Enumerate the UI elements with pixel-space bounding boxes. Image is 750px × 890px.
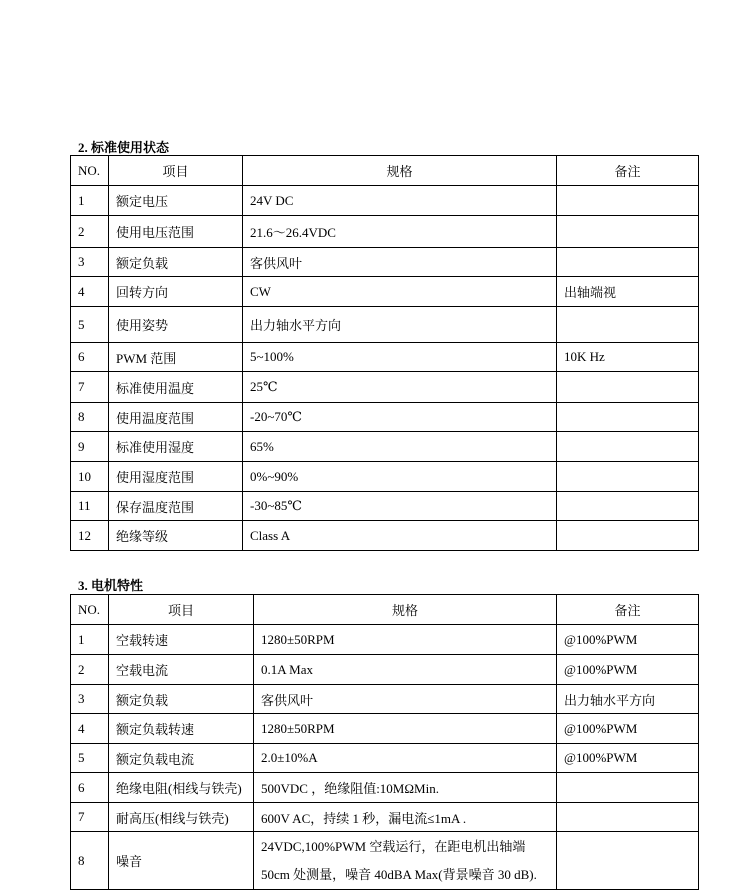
row-no: 8 (71, 832, 109, 890)
row-item: 绝缘等级 (109, 521, 243, 551)
header-spec: 规格 (243, 156, 557, 186)
row-note (557, 186, 699, 216)
motor-characteristics-table (70, 594, 699, 890)
row-no: 2 (71, 655, 109, 685)
row-note (557, 403, 699, 432)
row-item: 绝缘电阻(相线与铁壳) (109, 773, 254, 803)
table-row (71, 432, 699, 462)
row-item: 使用湿度范围 (109, 462, 243, 492)
header-note: 备注 (557, 156, 699, 186)
row-spec: 25℃ (243, 372, 557, 403)
table-row (71, 832, 699, 890)
row-item: 耐高压(相线与铁壳) (109, 803, 254, 832)
row-item: 额定电压 (109, 186, 243, 216)
row-note (557, 492, 699, 521)
row-no: 2 (71, 216, 109, 248)
row-item: 空载转速 (109, 625, 254, 655)
row-note (557, 803, 699, 832)
row-item: 额定负载电流 (109, 744, 254, 773)
table-row (71, 685, 699, 714)
row-spec-line-1: 24VDC,100%PWM 空载运行，在距电机出轴端 (261, 838, 526, 854)
row-note: 10K Hz (557, 343, 699, 372)
row-spec: -30~85℃ (243, 492, 557, 521)
row-no: 4 (71, 714, 109, 744)
row-note: @100%PWM (557, 625, 699, 655)
row-spec: 21.6～26.4VDC (243, 216, 557, 248)
row-item: 使用姿势 (109, 307, 243, 343)
table-header-row (71, 156, 699, 186)
row-no: 12 (71, 521, 109, 551)
row-spec: 出力轴水平方向 (243, 307, 557, 343)
row-item: 噪音 (109, 832, 254, 890)
row-no: 5 (71, 744, 109, 773)
row-note: @100%PWM (557, 714, 699, 744)
row-item: 标准使用湿度 (109, 432, 243, 462)
row-note (557, 832, 699, 890)
row-no: 5 (71, 307, 109, 343)
row-spec: 客供风叶 (243, 248, 557, 277)
row-spec: 600V AC，持续 1 秒，漏电流≤1mA . (254, 803, 557, 832)
table-row (71, 521, 699, 551)
table-row (71, 216, 699, 248)
row-spec: 1280±50RPM (254, 714, 557, 744)
row-spec: -20~70℃ (243, 403, 557, 432)
row-no: 3 (71, 248, 109, 277)
row-item: 标准使用温度 (109, 372, 243, 403)
row-no: 3 (71, 685, 109, 714)
table-row (71, 343, 699, 372)
row-note (557, 462, 699, 492)
table-row (71, 714, 699, 744)
section-2-title: 2. 标准使用状态 (78, 140, 170, 155)
table-header-row (71, 595, 699, 625)
row-note: 出力轴水平方向 (557, 685, 699, 714)
standard-usage-table (70, 155, 699, 551)
row-no: 6 (71, 773, 109, 803)
header-item: 项目 (109, 595, 254, 625)
row-note: 出轴端视 (557, 277, 699, 307)
table-row (71, 655, 699, 685)
row-item: 保存温度范围 (109, 492, 243, 521)
row-spec: 0%~90% (243, 462, 557, 492)
row-spec: 24V DC (243, 186, 557, 216)
row-no: 11 (71, 492, 109, 521)
row-item: 额定负载转速 (109, 714, 254, 744)
section-3-title: 3. 电机特性 (78, 578, 144, 593)
header-item: 项目 (109, 156, 243, 186)
row-no: 7 (71, 372, 109, 403)
row-no: 1 (71, 625, 109, 655)
row-note (557, 216, 699, 248)
row-item: 额定负载 (109, 685, 254, 714)
row-note (557, 521, 699, 551)
row-note (557, 773, 699, 803)
row-no: 1 (71, 186, 109, 216)
row-no: 10 (71, 462, 109, 492)
row-item: 使用电压范围 (109, 216, 243, 248)
header-no: NO. (71, 595, 109, 625)
table-row (71, 773, 699, 803)
row-note (557, 307, 699, 343)
table-row (71, 372, 699, 403)
row-spec: 500VDC ，绝缘阻值:10MΩMin. (254, 773, 557, 803)
row-spec: 5~100% (243, 343, 557, 372)
row-spec: 客供风叶 (254, 685, 557, 714)
table-row (71, 625, 699, 655)
table-row (71, 403, 699, 432)
table-row (71, 744, 699, 773)
row-item: 使用温度范围 (109, 403, 243, 432)
table-row (71, 248, 699, 277)
row-spec: 2.0±10%A (254, 744, 557, 773)
row-spec: Class A (243, 521, 557, 551)
row-item: 空载电流 (109, 655, 254, 685)
row-spec: CW (243, 277, 557, 307)
row-item: 回转方向 (109, 277, 243, 307)
table-row (71, 307, 699, 343)
row-spec: 1280±50RPM (254, 625, 557, 655)
header-no: NO. (71, 156, 109, 186)
row-item: PWM 范围 (109, 343, 243, 372)
row-note (557, 372, 699, 403)
table-row (71, 803, 699, 832)
header-spec: 规格 (254, 595, 557, 625)
row-spec-line-2: 50cm 处测量，噪音 40dBA Max(背景噪音 30 dB). (261, 866, 537, 882)
table-row (71, 492, 699, 521)
header-note: 备注 (557, 595, 699, 625)
row-note (557, 432, 699, 462)
row-spec: 65% (243, 432, 557, 462)
row-no: 6 (71, 343, 109, 372)
row-no: 4 (71, 277, 109, 307)
row-note: @100%PWM (557, 655, 699, 685)
row-no: 9 (71, 432, 109, 462)
row-spec (254, 832, 557, 890)
row-note (557, 248, 699, 277)
row-note: @100%PWM (557, 744, 699, 773)
row-spec: 0.1A Max (254, 655, 557, 685)
row-no: 7 (71, 803, 109, 832)
row-no: 8 (71, 403, 109, 432)
table-row (71, 186, 699, 216)
row-item: 额定负载 (109, 248, 243, 277)
table-row (71, 277, 699, 307)
table-row (71, 462, 699, 492)
